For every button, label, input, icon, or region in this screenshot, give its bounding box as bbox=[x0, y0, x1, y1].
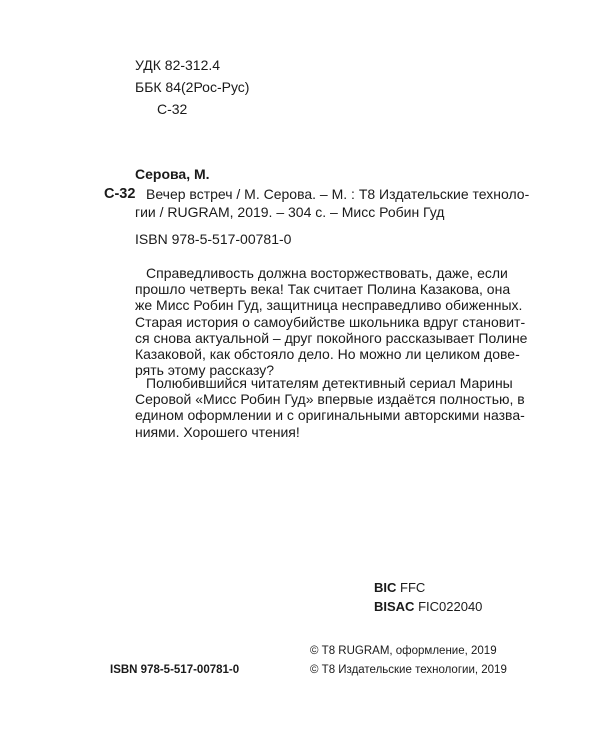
bic-value: FFC bbox=[400, 580, 426, 595]
annotation-line: прошло четверть века! Так считает Полина Казакова, она bbox=[135, 281, 511, 298]
annotation-line: Казаковой, как обстояло дело. Но можно ли целиком дове- bbox=[135, 346, 520, 363]
annotation-line: Полюбившийся читателям детективный сериал Марины bbox=[146, 375, 513, 391]
description-line-2: гии / RUGRAM, 2019. – 304 с. – Мисс Робин Гуд bbox=[135, 204, 445, 220]
annotation-line: рять этому рассказу? bbox=[135, 362, 275, 379]
annotation-line: Старая история о самоубийстве школьника вдруг становит- bbox=[135, 313, 526, 330]
annotation-line: же Мисс Робин Гуд, защитница несправедливо обиженных. bbox=[135, 297, 523, 314]
footer-isbn: ISBN 978-5-517-00781-0 bbox=[110, 664, 240, 676]
annotation-line: ниями. Хорошего чтения! bbox=[135, 423, 300, 440]
copyright-t8: © Т8 Издательские технологии, 2019 bbox=[310, 664, 507, 676]
bic-code bbox=[374, 580, 425, 596]
copyright-rugram: © Т8 RUGRAM, оформление, 2019 bbox=[310, 645, 497, 657]
annotation-line: Серовой «Мисс Робин Гуд» впервые издаётся полностью, в bbox=[135, 391, 525, 408]
annotation-line: Справедливость должна восторжествовать, даже, если bbox=[146, 265, 508, 281]
annotation-paragraph-2 bbox=[135, 375, 525, 440]
annotation-line: ся снова актуальной – друг покойного рассказывает Полине bbox=[135, 329, 528, 346]
catalog-isbn: ISBN 978-5-517-00781-0 bbox=[135, 231, 292, 247]
description-line-1: Вечер встреч / М. Серова. – М. : Т8 Издательские техноло- bbox=[146, 186, 530, 202]
bic-label: BIC bbox=[374, 580, 397, 595]
bisac-code bbox=[374, 599, 482, 615]
margin-author-mark: С-32 bbox=[104, 186, 136, 202]
author-mark: С-32 bbox=[157, 101, 188, 117]
annotation-paragraph-1 bbox=[135, 265, 528, 379]
annotation-line: едином оформлении и с оригинальными авторскими назва- bbox=[135, 407, 525, 424]
author-heading: Серова, М. bbox=[135, 166, 210, 182]
bisac-value: FIC022040 bbox=[418, 599, 483, 614]
bisac-label: BISAC bbox=[374, 599, 415, 614]
udk-code: УДК 82-312.4 bbox=[135, 57, 221, 73]
bbk-code: ББК 84(2Рос-Рус) bbox=[135, 79, 250, 95]
